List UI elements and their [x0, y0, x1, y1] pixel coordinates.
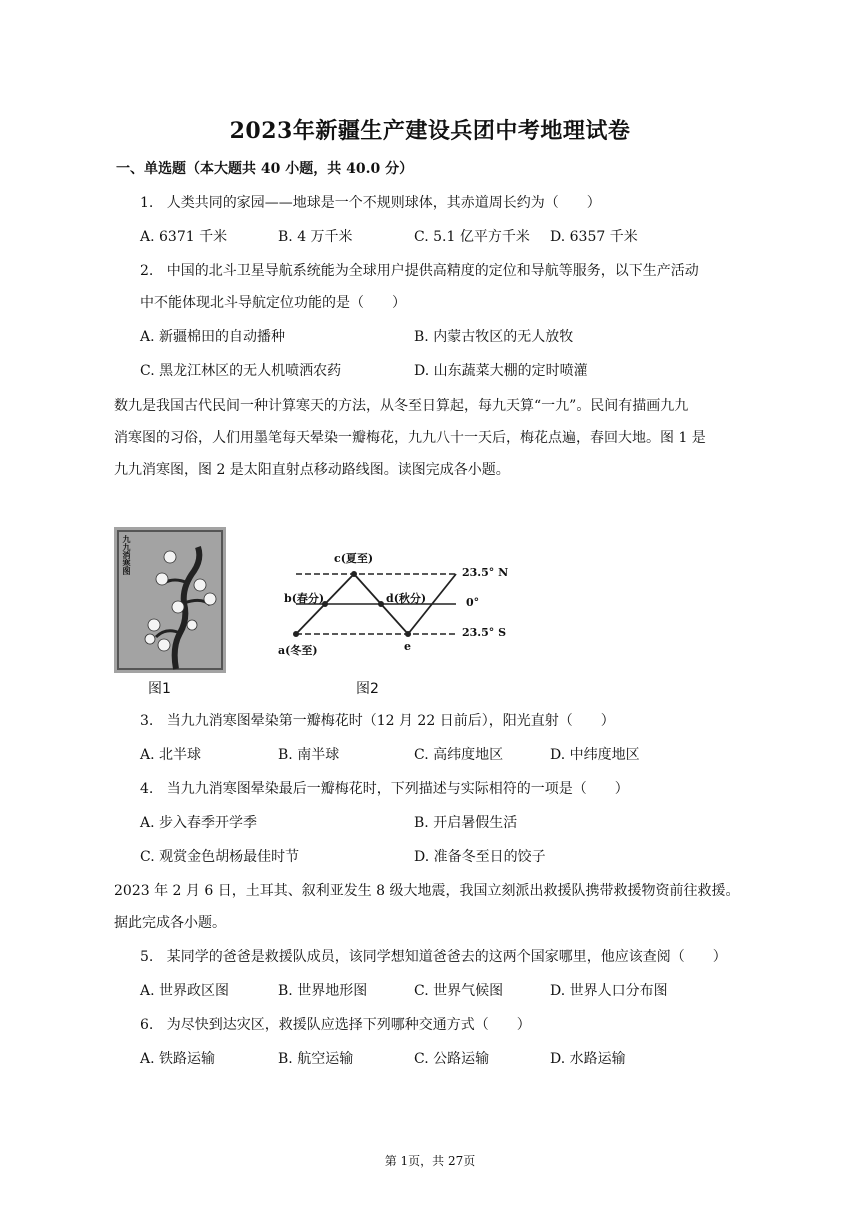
option-a: A. 世界政区图	[140, 983, 230, 999]
question-text: 为尽快到达灾区，救援队应选择下列哪种交通方式（ ）	[166, 1017, 531, 1033]
question-1	[140, 192, 601, 212]
passage-line: 据此完成各小题。	[114, 915, 226, 931]
question-text: 某同学的爸爸是救援队成员，该同学想知道爸爸去的这两个国家哪里，他应该查阅（ ）	[166, 949, 727, 965]
option-a: A. 新疆棉田的自动播种	[140, 329, 286, 345]
option-b: B. 世界地形图	[278, 983, 368, 999]
option-a: A. 铁路运输	[140, 1051, 216, 1067]
fig1-caption: 图1	[148, 681, 171, 697]
option-b: B. 内蒙古牧区的无人放牧	[414, 329, 574, 345]
question-2	[140, 260, 699, 280]
fig2-caption: 图2	[356, 681, 379, 697]
option-c: C. 世界气候图	[414, 983, 504, 999]
passage-line: 2023 年 2 月 6 日，土耳其、叙利亚发生 8 级大地震，我国立刻派出救援队携带救援物资前往救援。	[114, 883, 740, 899]
question-3	[140, 710, 615, 730]
option-d: D. 山东蔬菜大棚的定时喷灌	[414, 363, 588, 379]
question-text-line1: 中国的北斗卫星导航系统能为全球用户提供高精度的定位和导航等服务，以下生产活动	[166, 263, 699, 279]
passage-line: 九九消寒图，图 2 是太阳直射点移动路线图。读图完成各小题。	[114, 462, 510, 478]
option-b: B. 南半球	[278, 747, 340, 763]
label-b: b(春分)	[284, 592, 325, 605]
label-north: 23.5° N	[462, 566, 509, 579]
question-number: 5.	[140, 949, 154, 965]
option-d: D. 准备冬至日的饺子	[414, 849, 546, 865]
page-footer: 第 1页，共 27页	[384, 1154, 476, 1168]
question-number: 4.	[140, 781, 154, 797]
option-a: A. 步入春季开学季	[140, 815, 258, 831]
option-c: C. 黑龙江林区的无人机喷洒农药	[140, 363, 342, 379]
option-d: D. 6357 千米	[550, 229, 638, 245]
question-text: 当九九消寒图晕染最后一瓣梅花时，下列描述与实际相符的一项是（ ）	[166, 781, 629, 797]
question-text: 当九九消寒图晕染第一瓣梅花时（12 月 22 日前后），阳光直射（ ）	[166, 713, 615, 729]
label-d: d(秋分)	[386, 592, 427, 605]
question-number: 3.	[140, 713, 154, 729]
section-heading: 一、单选题（本大题共 40 小题，共 40.0 分）	[116, 161, 414, 177]
option-c: C. 公路运输	[414, 1051, 490, 1067]
option-a: A. 6371 千米	[140, 229, 228, 245]
plum-blossom-figure	[114, 527, 226, 673]
fig1-inscription: 九九消寒图	[122, 535, 132, 575]
option-a: A. 北半球	[140, 747, 202, 763]
option-d: D. 世界人口分布图	[550, 983, 668, 999]
option-c: C. 5.1 亿平方千米	[414, 229, 530, 245]
label-c: c(夏至)	[334, 552, 374, 565]
question-number: 6.	[140, 1017, 154, 1033]
option-b: B. 开启暑假生活	[414, 815, 518, 831]
option-c: C. 高纬度地区	[414, 747, 504, 763]
page-title: 2023年新疆生产建设兵团中考地理试卷	[229, 118, 631, 144]
question-6	[140, 1014, 531, 1034]
question-number: 1.	[140, 195, 154, 211]
label-equator: 0°	[466, 596, 480, 609]
option-d: D. 水路运输	[550, 1051, 626, 1067]
option-d: D. 中纬度地区	[550, 747, 640, 763]
passage-line: 数九是我国古代民间一种计算寒天的方法，从冬至日算起，每九天算“一九”。民间有描画九九	[114, 398, 689, 414]
option-b: B. 4 万千米	[278, 229, 353, 245]
option-b: B. 航空运输	[278, 1051, 354, 1067]
label-a: a(冬至)	[278, 644, 318, 657]
label-e: e	[404, 640, 411, 653]
label-south: 23.5° S	[462, 626, 507, 639]
option-c: C. 观赏金色胡杨最佳时节	[140, 849, 300, 865]
question-4	[140, 778, 629, 798]
sun-direct-point-diagram	[268, 548, 518, 658]
question-text-line2: 中不能体现北斗导航定位功能的是（ ）	[140, 295, 406, 311]
question-text: 人类共同的家园——地球是一个不规则球体，其赤道周长约为（ ）	[166, 195, 601, 211]
question-5	[140, 946, 727, 966]
passage-line: 消寒图的习俗，人们用墨笔每天晕染一瓣梅花，九九八十一天后，梅花点遍，春回大地。图 1 是	[114, 430, 706, 446]
question-number: 2.	[140, 263, 154, 279]
